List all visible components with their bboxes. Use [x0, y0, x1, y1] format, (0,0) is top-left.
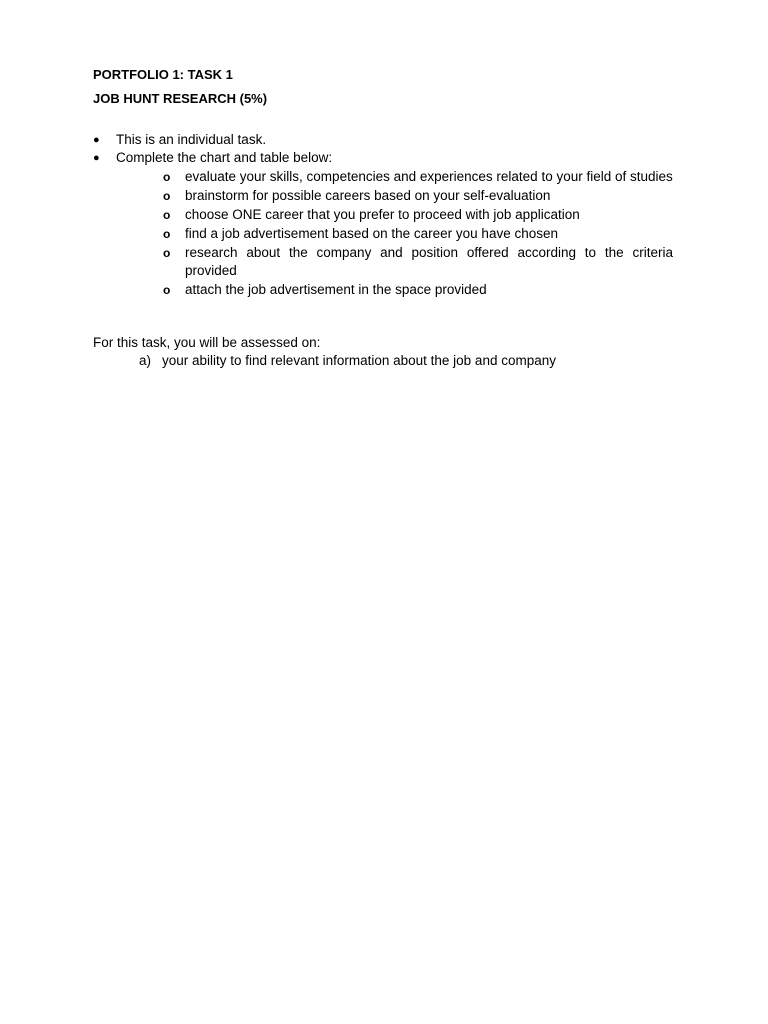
bullet-icon: ●: [93, 134, 100, 146]
sublist-item: [163, 187, 673, 206]
assessment-item-label: a): [139, 353, 152, 368]
sublist-item-text: research about the company and position offered according to the criteria provided: [185, 244, 673, 278]
list-item-text: Complete the chart and table below:: [116, 150, 333, 165]
sublist-item: [163, 244, 673, 281]
list-item: [93, 131, 693, 149]
list-item: [93, 149, 693, 167]
document-subtitle: JOB HUNT RESEARCH (5%): [93, 91, 268, 106]
sublist-item-text: find a job advertisement based on the career you have chosen: [185, 225, 558, 241]
sublist-item: [163, 225, 673, 244]
list-item-text: This is an individual task.: [116, 132, 267, 147]
circle-bullet-icon: o: [163, 188, 171, 203]
circle-bullet-icon: o: [163, 169, 171, 184]
sublist-item-text: brainstorm for possible careers based on your self-evaluation: [185, 187, 551, 203]
bullet-icon: ●: [93, 152, 100, 164]
task-sublist: [163, 168, 673, 300]
document-title: PORTFOLIO 1: TASK 1: [93, 67, 233, 82]
assessment-intro: For this task, you will be assessed on:: [93, 335, 321, 350]
instruction-list: [93, 131, 693, 300]
circle-bullet-icon: o: [163, 245, 171, 260]
sublist-item-text: evaluate your skills, competencies and experiences related to your field of studies: [185, 168, 673, 184]
circle-bullet-icon: o: [163, 226, 171, 241]
sublist-item: [163, 281, 673, 300]
sublist-item: [163, 206, 673, 225]
assessment-item-text: your ability to find relevant information about the job and company: [162, 353, 556, 368]
sublist-item-text: attach the job advertisement in the space provided: [185, 282, 487, 297]
circle-bullet-icon: o: [163, 207, 171, 222]
assessment-item: [139, 352, 556, 370]
sublist-item: [163, 168, 673, 187]
circle-bullet-icon: o: [163, 283, 171, 297]
sublist-item-text: choose ONE career that you prefer to proceed with job application: [185, 206, 580, 222]
